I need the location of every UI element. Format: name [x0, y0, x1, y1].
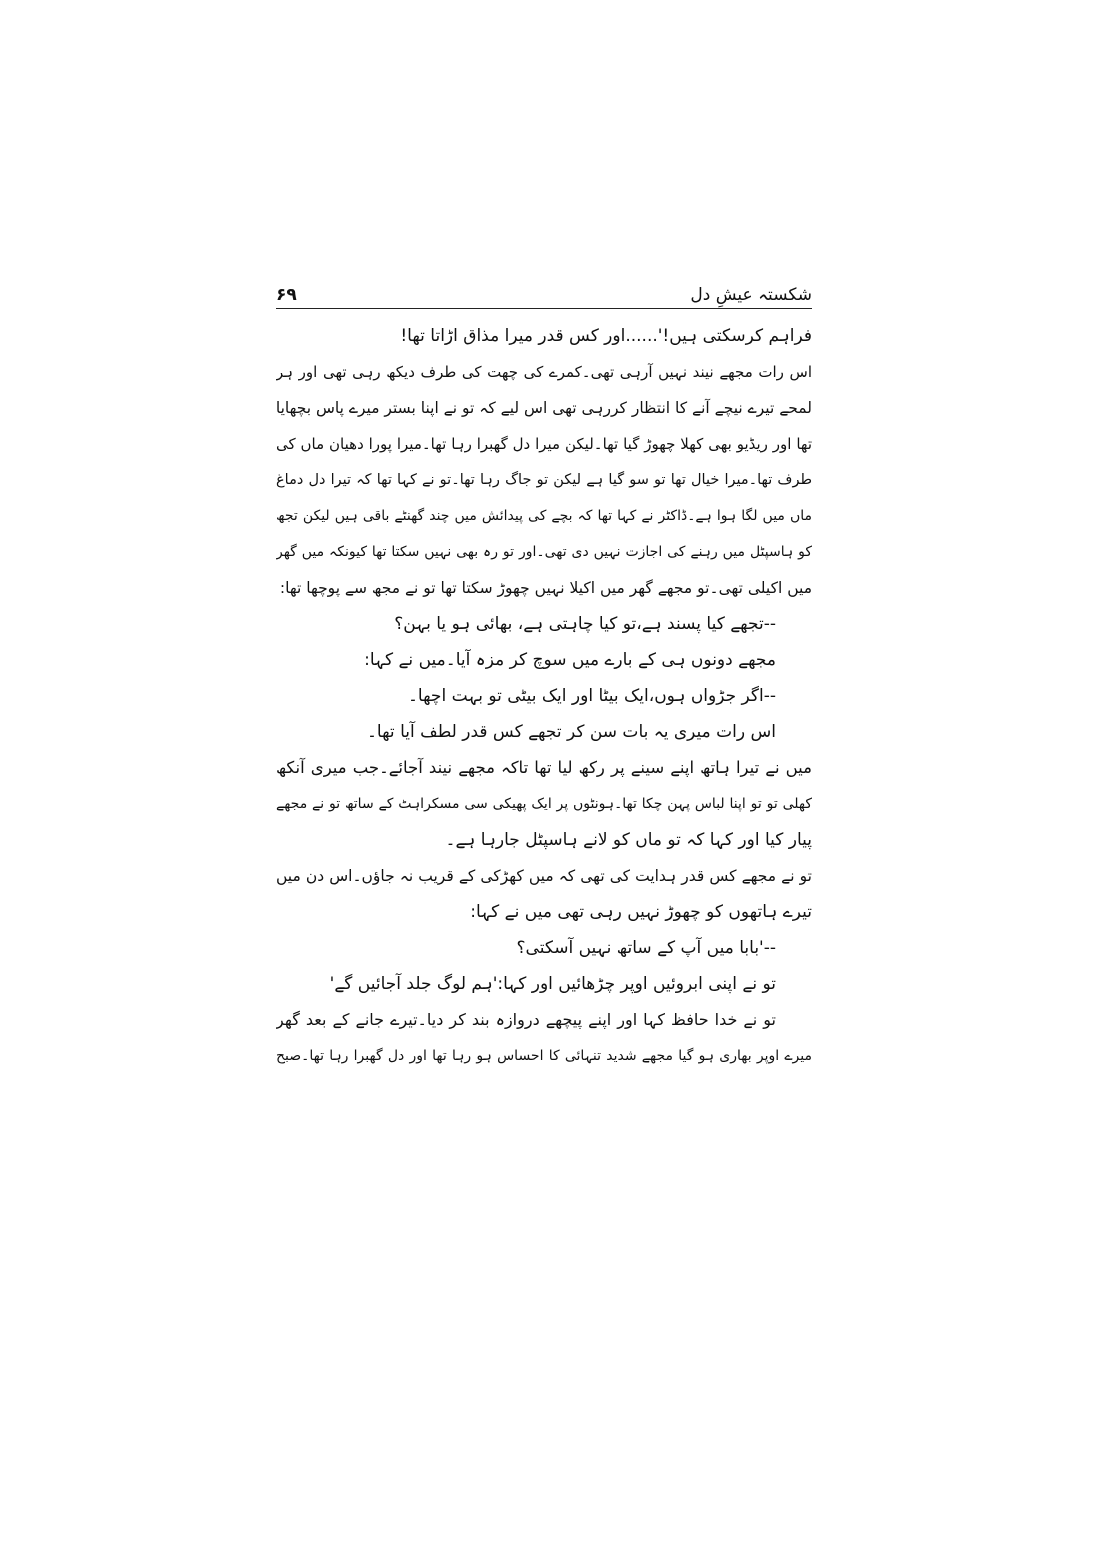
body-text — [276, 318, 812, 1074]
text-line: کھلی تو تو اپنا لباس پہن چکا تھا۔ہونٹوں پر ایک پھیکی سی مسکراہٹ کے ساتھ تو نے مجھے — [276, 796, 812, 812]
page-number: ۶۹ — [276, 285, 297, 305]
text-line: میں نے تیرا ہاتھ اپنے سینے پر رکھ لیا تھا تاکہ مجھے نیند آجائے۔جب میری آنکھ — [276, 758, 812, 777]
text-line: کو ہاسپٹل میں رہنے کی اجازت نہیں دی تھی۔اور تو رہ بھی نہیں سکتا تھا کیونکہ میں گھر — [276, 544, 812, 560]
text-line: تو نے مجھے کس قدر ہدایت کی تھی کہ میں کھڑکی کے قریب نہ جاؤں۔اس دن میں — [276, 867, 812, 885]
text-line: لمحے تیرے نیچے آنے کا انتظار کررہی تھی اس لیے کہ تو نے اپنا بستر میرے پاس بچھایا — [276, 399, 812, 417]
text-line: --اگر جڑواں ہوں،ایک بیٹا اور ایک بیٹی تو بہت اچھا۔ — [407, 686, 776, 706]
text-line: ماں میں لگا ہوا ہے۔ڈاکٹر نے کہا تھا کہ بچے کی پیدائش میں چند گھنٹے باقی ہیں لیکن تجھ — [276, 508, 812, 524]
text-line: اس رات مجھے نیند نہیں آرہی تھی۔کمرے کی چھت کی طرف دیکھ رہی تھی اور ہر — [276, 363, 812, 381]
text-line: میں اکیلی تھی۔تو مجھے گھر میں اکیلا نہیں چھوڑ سکتا تھا تو نے مجھ سے پوچھا تھا: — [279, 579, 812, 597]
running-header — [276, 283, 812, 309]
header-rule — [276, 308, 812, 309]
text-line: میرے اوپر بھاری ہو گیا مجھے شدید تنہائی کا احساس ہو رہا تھا اور دل گھبرا رہا تھا۔صبح — [276, 1048, 812, 1064]
text-line: --تجھے کیا پسند ہے،تو کیا چاہتی ہے، بھائی ہو یا بہن؟ — [394, 614, 776, 634]
text-line: فراہم کرسکتی ہیں!'......اور کس قدر میرا مذاق اڑاتا تھا! — [400, 326, 812, 346]
text-line: اس رات میری یہ بات سن کر تجھے کس قدر لطف آیا تھا۔ — [366, 722, 776, 742]
text-line: تیرے ہاتھوں کو چھوڑ نہیں رہی تھی میں نے کہا: — [470, 902, 812, 922]
text-line: طرف تھا۔میرا خیال تھا تو سو گیا ہے لیکن تو جاگ رہا تھا۔تو نے کہا تھا کہ تیرا دل دماغ — [276, 472, 812, 488]
text-line: تو نے اپنی ابروئیں اوپر چڑھائیں اور کہا:'ہم لوگ جلد آجائیں گے' — [329, 974, 776, 994]
book-title: شکستہ عیشِ دل — [690, 285, 812, 305]
text-line: تو نے خدا حافظ کہا اور اپنے پیچھے دروازہ بند کر دیا۔تیرے جانے کے بعد گھر — [276, 1010, 776, 1029]
text-line: تھا اور ریڈیو بھی کھلا چھوڑ گیا تھا۔لیکن میرا دل گھبرا رہا تھا۔میرا پورا دھیان ماں کی — [276, 435, 812, 453]
text-line: مجھے دونوں ہی کے بارے میں سوچ کر مزہ آیا۔میں نے کہا: — [364, 650, 776, 670]
text-line: پیار کیا اور کہا کہ تو ماں کو لانے ہاسپٹل جارہا ہے۔ — [445, 830, 812, 850]
text-line: --'بابا میں آپ کے ساتھ نہیں آسکتی؟ — [516, 938, 776, 958]
